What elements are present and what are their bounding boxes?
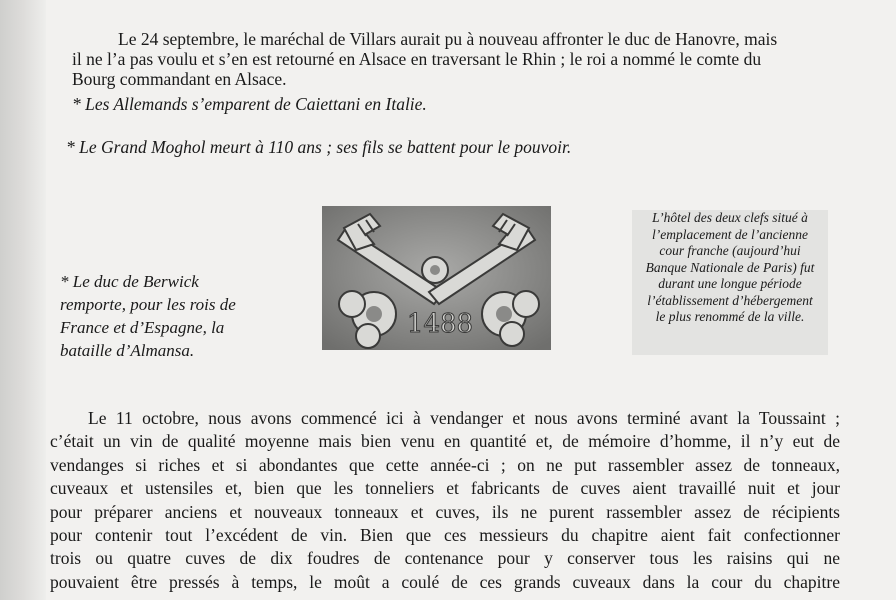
caption-line: cour franche (aujourd’hui [659, 243, 801, 258]
text-line: Bourg commandant en Alsace. [72, 69, 287, 89]
note-allemands: * Les Allemands s’emparent de Caiettani en Italie. [72, 94, 427, 114]
side-note-line: * Le duc de Berwick [60, 272, 199, 291]
side-note-berwick [60, 270, 300, 362]
crossed-keys-carving-photo [322, 206, 551, 350]
carved-date: 1488 [406, 309, 474, 339]
text-line: Le 24 septembre, le maréchal de Villars aurait pu à nouveau affronter le duc de Hanovre, mais [118, 29, 778, 49]
side-note-line: remporte, pour les rois de [60, 295, 236, 314]
paragraph-villars [72, 30, 777, 90]
caption-line: Banque Nationale de Paris) fut [645, 259, 815, 275]
paragraph-vendanges [50, 407, 840, 594]
text-line: cuveaux et ustensiles et, bien que les tonneliers et fabricants de cuves aient travaillé nuit et jour [50, 478, 840, 499]
caption-line: le plus renommé de la ville. [655, 309, 805, 324]
text-line: trois ou quatre cuves de dix foudres de contenance pour y conserver tous les raisins qui ne [50, 548, 840, 569]
crossed-keys-icon [322, 206, 551, 350]
side-note-line: France et d’Espagne, la [60, 318, 225, 337]
caption-line: L’hôtel des deux clefs situé à [652, 210, 808, 225]
text-line: il ne l’a pas voulu et s’en est retourné en Alsace en traversant le Rhin ; le roi a nommé le comte du [72, 49, 762, 69]
caption-line: durant une longue période [658, 276, 802, 291]
caption-line: l’établissement d’hébergement [647, 292, 813, 308]
text-line: c’était un vin de qualité moyenne mais bien venu en quantité et, de mémoire d’homme, il n’y eut de [50, 431, 840, 452]
image-caption [632, 210, 828, 355]
text-line: pour préparer anciens et nouveaux tonneaux et cuves, ils ne purent rassembler assez de récipients [50, 501, 840, 522]
text-line: vendanges si riches et si abondantes que cette année-ci ; on ne put rassembler assez de tonneaux, [50, 454, 840, 475]
text-line: pour contenir tout l’excédent de vin. Bien que ces messieurs du chapitre aient fait confectionner [50, 525, 840, 546]
note-grand-moghol: * Le Grand Moghol meurt à 110 ans ; ses fils se battent pour le pouvoir. [66, 137, 572, 157]
caption-line: l’emplacement de l’ancienne [652, 226, 808, 242]
side-note-line: bataille d’Almansa. [60, 341, 195, 360]
text-line: pouvaient être pressés à temps, le moût a coulé de ces grands cuveaux dans la cour du chapitre [50, 571, 840, 592]
text-line: Le 11 octobre, nous avons commencé ici à vendanger et nous avons terminé avant la Toussaint ; [88, 408, 840, 428]
